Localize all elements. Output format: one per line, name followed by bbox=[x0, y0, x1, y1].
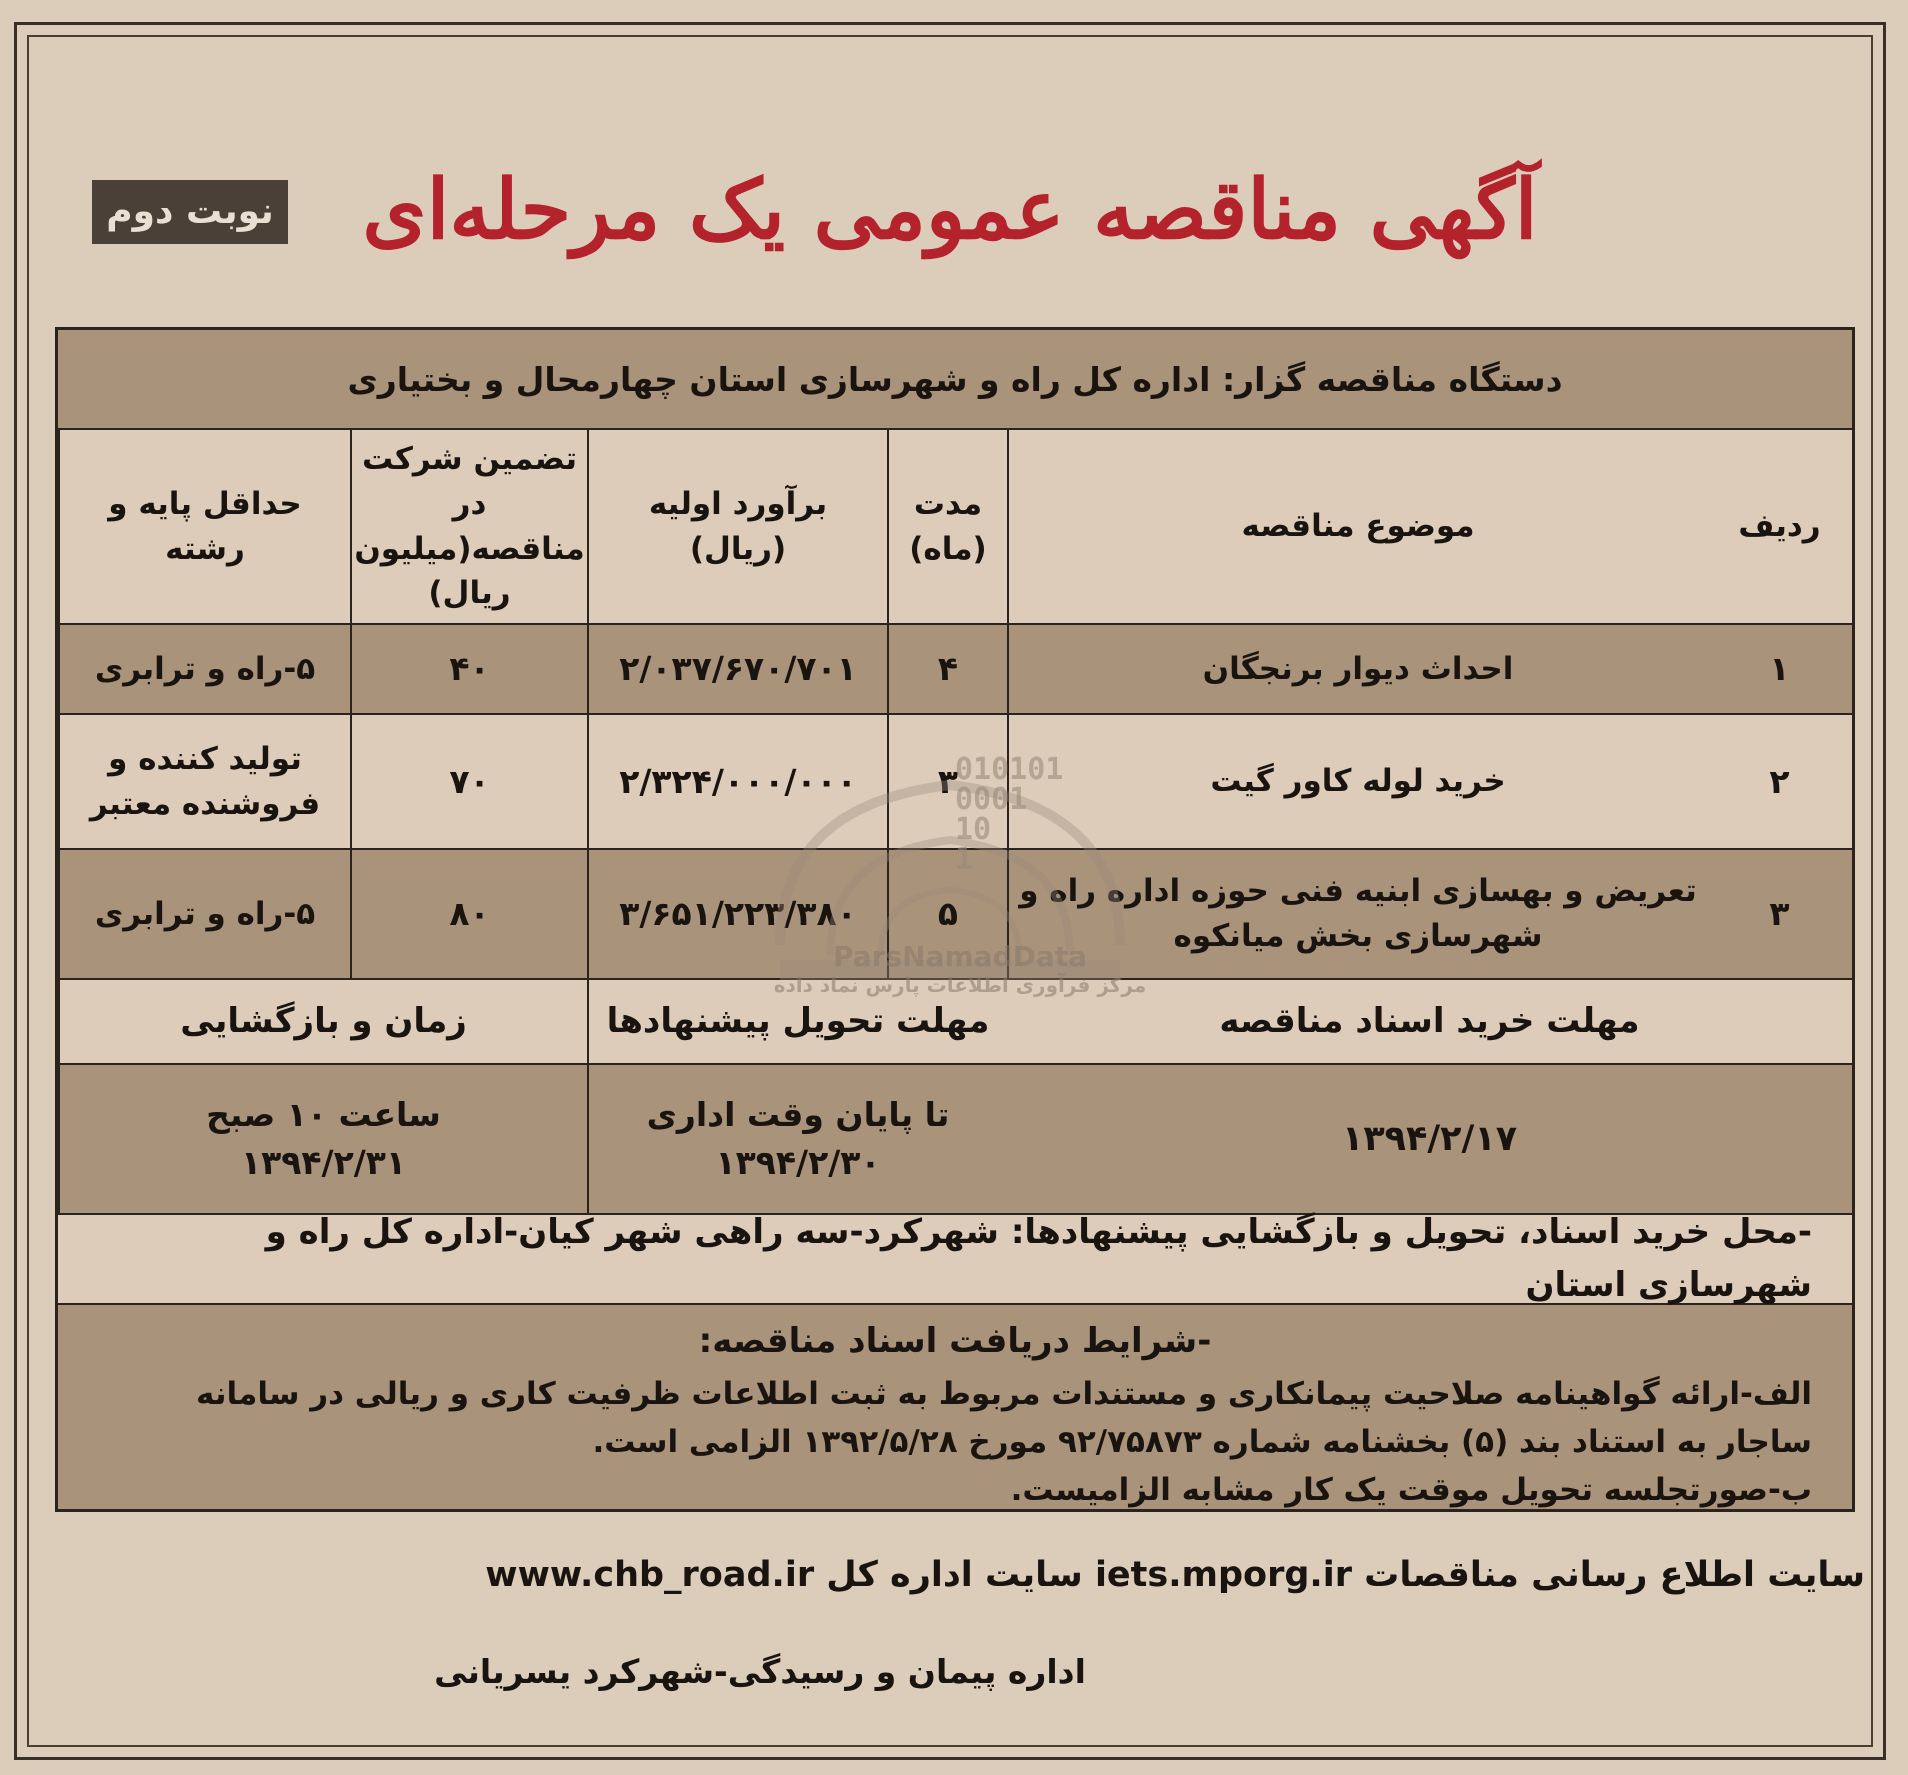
location-row bbox=[58, 1212, 1852, 1305]
delivery-deadline-value bbox=[587, 1065, 1007, 1213]
col-header-guarantee: تضمین شرکت در مناقصه(میلیون ریال) bbox=[350, 430, 587, 623]
col-header-subject: موضوع مناقصه bbox=[1007, 430, 1707, 623]
deadlines-value-row bbox=[58, 1065, 1852, 1215]
cell-guarantee: ۷۰ bbox=[350, 715, 587, 848]
cell-subject: احداث دیوار برنجگان bbox=[1007, 625, 1707, 713]
delivery-deadline-text: تا پایان وقت اداری bbox=[646, 1095, 950, 1135]
col-header-grade: حداقل پایه و رشته bbox=[58, 430, 350, 623]
opening-time-label: زمان و بازگشایی bbox=[58, 980, 587, 1063]
table-row bbox=[58, 625, 1852, 715]
purchase-deadline-label: مهلت خرید اسناد مناقصه bbox=[1219, 1000, 1640, 1041]
cell-subject: خرید لوله کاور گیت bbox=[1007, 715, 1707, 848]
cell-duration: ۴ bbox=[887, 625, 1007, 713]
cell-estimate: ۳/۶۵۱/۲۲۳/۳۸۰ bbox=[587, 850, 887, 978]
conditions-title: -شرایط دریافت اسناد مناقصه: bbox=[698, 1321, 1212, 1361]
watermark-subtext: مرکز فرآوری اطلاعات پارس نماد داده bbox=[773, 973, 1147, 997]
opening-time-hour: ساعت ۱۰ صبح bbox=[206, 1095, 441, 1135]
opening-time-date: ۱۳۹۴/۲/۳۱ bbox=[240, 1143, 407, 1182]
cell-estimate: ۲/۰۳۷/۶۷۰/۷۰۱ bbox=[587, 625, 887, 713]
opening-time-value bbox=[58, 1065, 587, 1213]
condition-b: ب-صورتجلسه تحویل موقت یک کار مشابه الزامیست. bbox=[1010, 1471, 1812, 1508]
organizer-text: دستگاه مناقصه گزار: اداره کل راه و شهرسازی استان چهارمحال و بختیاری bbox=[347, 359, 1563, 399]
watermark-brand: ParsNamadData bbox=[833, 940, 1087, 973]
cell-guarantee: ۸۰ bbox=[350, 850, 587, 978]
footer-office: اداره پیمان و رسیدگی-شهرکرد یسریانی bbox=[434, 1652, 1086, 1691]
cell-duration: ۵ bbox=[887, 850, 1007, 978]
cell-grade: تولید کننده و فروشنده معتبر bbox=[58, 715, 350, 848]
cell-subject: تعریض و بهسازی ابنیه فنی حوزه اداره راه و شهرسازی بخش میانکوه bbox=[1007, 850, 1707, 978]
column-header-row bbox=[58, 430, 1852, 625]
cell-row-number: ۱ bbox=[1769, 649, 1790, 689]
condition-a: الف-ارائه گواهینامه صلاحیت پیمانکاری و مستندات مربوط به ثبت اطلاعات ظرفیت کاری و ریالی در سامانه ساجار به استناد بند (۵) بخشنامه شماره ۹۲/۷۵۸۷۳ مورخ ۱۳۹۲/۵/۲۸ الزامی است. bbox=[196, 1375, 1812, 1460]
watermark-text bbox=[770, 940, 1150, 997]
delivery-deadline-label: مهلت تحویل پیشنهادها bbox=[587, 980, 1007, 1063]
location-text: -محل خرید اسناد، تحویل و بازگشایی پیشنهادها: شهرکرد-سه راهی شهر کیان-اداره کل راه و شهرسازی استان bbox=[265, 1212, 1812, 1305]
delivery-deadline-date: ۱۳۹۴/۲/۳۰ bbox=[715, 1143, 881, 1182]
cell-guarantee: ۴۰ bbox=[350, 625, 587, 713]
cell-grade: ۵-راه و ترابری bbox=[58, 850, 350, 978]
cell-row-number: ۲ bbox=[1769, 761, 1790, 801]
col-header-duration: مدت (ماه) bbox=[887, 430, 1007, 623]
round-badge: نوبت دوم bbox=[92, 180, 288, 244]
conditions-row bbox=[58, 1305, 1852, 1509]
cell-duration: ۳ bbox=[887, 715, 1007, 848]
organizer-row bbox=[58, 330, 1852, 430]
cell-estimate: ۲/۳۲۴/۰۰۰/۰۰۰ bbox=[587, 715, 887, 848]
footer-sites: سایت اطلاع رسانی مناقصات iets.mporg.ir سایت اداره کل www.chb_road.ir bbox=[485, 1555, 1865, 1595]
cell-grade: ۵-راه و ترابری bbox=[58, 625, 350, 713]
col-header-row-number: ردیف bbox=[1738, 508, 1821, 545]
purchase-deadline-date: ۱۳۹۴/۲/۱۷ bbox=[1341, 1118, 1518, 1159]
watermark-bits: 010101 0001 10 1 bbox=[955, 752, 1064, 877]
ad-title: آگهی مناقصه عمومی یک مرحله‌ای bbox=[362, 162, 1538, 258]
cell-row-number: ۳ bbox=[1769, 894, 1790, 934]
col-header-estimate: برآورد اولیه (ریال) bbox=[587, 430, 887, 623]
